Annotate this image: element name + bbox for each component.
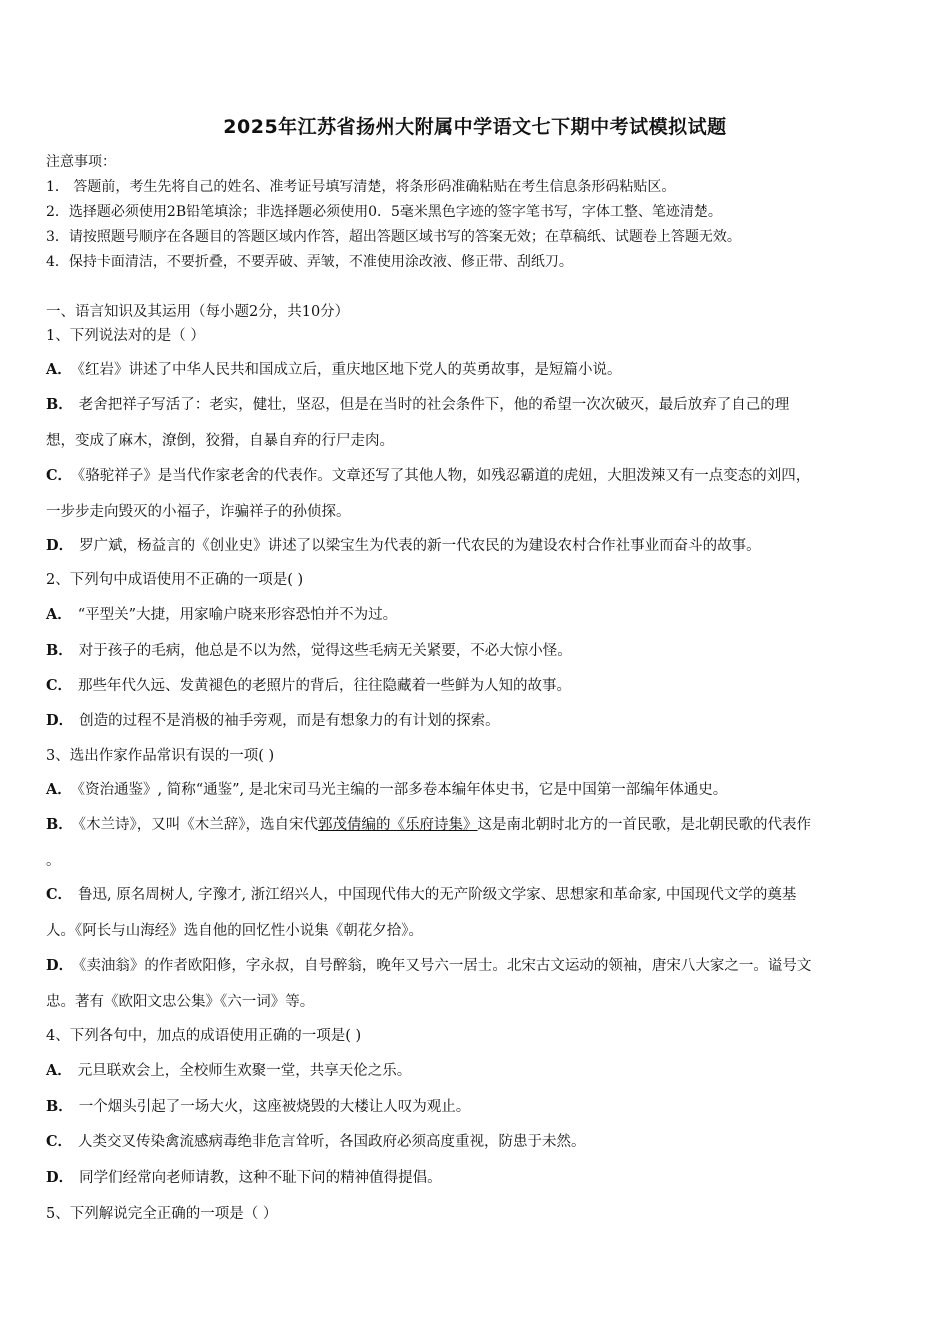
- option-c: [46, 1132, 586, 1152]
- option-letter: C．: [46, 1133, 73, 1150]
- option-text: 鲁迅, 原名周树人, 字豫才, 浙江绍兴人，中国现代伟大的无产阶级文学家、思想家和革命家, 中国现代文学的奠基: [78, 887, 797, 903]
- option-b: [46, 1097, 470, 1117]
- option-text: 人类交叉传染禽流感病毒绝非危言耸听，各国政府必须高度重视，防患于未然。: [78, 1134, 586, 1150]
- question-stem: 1、下列说法对的是（ ）: [46, 328, 205, 344]
- option-d: [46, 956, 811, 976]
- option-letter: B．: [46, 642, 73, 659]
- option-b: [46, 815, 811, 835]
- option-d: [46, 1168, 442, 1188]
- notice-item: 2．选择题必须使用2B铅笔填涂；非选择题必须使用0．5毫米黑色字迹的签字笔书写，字体工整、笔迹清楚。: [46, 204, 722, 220]
- option-a: [46, 780, 727, 800]
- question-stem: 2、下列句中成语使用不正确的一项是( ): [46, 572, 304, 588]
- option-letter: A．: [46, 781, 72, 798]
- option-letter: D．: [46, 712, 74, 729]
- option-text: “平型关”大捷，用家喻户晓来形容恐怕并不为过。: [77, 607, 398, 623]
- option-letter: A．: [46, 606, 72, 623]
- option-letter: C．: [46, 677, 73, 694]
- question-stem: 5、下列解说完全正确的一项是（ ）: [46, 1206, 278, 1222]
- option-text: 同学们经常向老师请教，这种不耻下问的精神值得提倡。: [79, 1170, 442, 1186]
- option-letter: C．: [46, 467, 73, 484]
- option-letter: C．: [46, 886, 73, 903]
- option-text: 《木兰诗》，又叫《木兰辞》，选自宋代: [78, 817, 319, 833]
- option-letter: D．: [46, 957, 74, 974]
- option-letter: B．: [46, 396, 73, 413]
- option-d: [46, 536, 761, 556]
- option-d-continued: 忠。著有《欧阳文忠公集》《六一词》等。: [46, 994, 315, 1010]
- option-a: [46, 1061, 411, 1081]
- notice-heading: 注意事项：: [46, 154, 116, 170]
- option-c-continued: 一步步走向毁灭的小福子，诈骗祥子的孙侦探。: [46, 504, 351, 520]
- option-c-continued: 人。《阿长与山海经》选自他的回忆性小说集《朝花夕拾》。: [46, 923, 423, 939]
- option-d: [46, 711, 500, 731]
- option-a: [46, 360, 622, 380]
- option-text: 那些年代久远、发黄褪色的老照片的背后，往往隐藏着一些鲜为人知的故事。: [78, 678, 572, 694]
- option-letter: D．: [46, 537, 74, 554]
- option-c: [46, 466, 810, 486]
- question-stem: 4、下列各句中，加点的成语使用正确的一项是( ): [46, 1028, 362, 1044]
- option-b-continued: 。: [46, 853, 61, 869]
- option-text: 罗广斌，杨益言的《创业史》讲述了以梁宝生为代表的新一代农民的为建设农村合作社事业而奋斗的故事。: [79, 538, 761, 554]
- notice-item: 4．保持卡面清洁，不要折叠，不要弄破、弄皱，不准使用涂改液、修正带、刮纸刀。: [46, 254, 573, 270]
- option-letter: D．: [46, 1169, 74, 1186]
- option-b: [46, 395, 789, 415]
- option-b-continued: 想，变成了麻木，潦倒，狡猾，自暴自弃的行尸走肉。: [46, 433, 394, 449]
- option-letter: A．: [46, 1062, 72, 1079]
- option-text: 一个烟头引起了一场大火，这座被烧毁的大楼让人叹为观止。: [78, 1099, 471, 1115]
- option-letter: A．: [46, 361, 72, 378]
- option-b: [46, 641, 572, 661]
- option-text: 元旦联欢会上，全校师生欢聚一堂，共享天伦之乐。: [77, 1063, 412, 1079]
- option-text: 老舍把祥子写活了：老实，健壮，坚忍，但是在当时的社会条件下，他的希望一次次破灭，最后放弃了自己的理: [78, 397, 790, 413]
- option-text: 《骆驼祥子》是当代作家老舍的代表作。文章还写了其他人物，如残忍霸道的虎妞，大胆泼辣又有一点变态的刘四，: [78, 468, 811, 484]
- section-heading: 一、语言知识及其运用（每小题2分，共10分）: [46, 304, 350, 320]
- option-text: 这是南北朝时北方的一首民歌，是北朝民歌的代表作: [477, 817, 812, 833]
- option-text: 《资治通鉴》, 简称“通鉴”, 是北宋司马光主编的一部多卷本编年体史书，它是中国第一部编年体通史。: [77, 782, 728, 798]
- option-text: 《红岩》讲述了中华人民共和国成立后，重庆地区地下党人的英勇故事，是短篇小说。: [77, 362, 622, 378]
- option-letter: B．: [46, 1098, 73, 1115]
- option-c: [46, 676, 571, 696]
- option-letter: B．: [46, 816, 73, 833]
- underlined-text: 郭茂倩编的《乐府诗集》: [318, 817, 478, 833]
- option-c: [46, 885, 796, 905]
- document-title: 2025年江苏省扬州大附属中学语文七下期中考试模拟试题: [223, 116, 727, 138]
- option-text: 对于孩子的毛病，他总是不以为然，觉得这些毛病无关紧要，不必大惊小怪。: [78, 643, 572, 659]
- notice-item: 1． 答题前，考生先将自己的姓名、准考证号填写清楚，将条形码准确粘贴在考生信息条形码粘贴区。: [46, 179, 676, 195]
- notice-item: 3．请按照题号顺序在各题目的答题区域内作答，超出答题区域书写的答案无效；在草稿纸、试题卷上答题无效。: [46, 229, 741, 245]
- option-text: 《卖油翁》的作者欧阳修，字永叔，自号醉翁，晚年又号六一居士。北宋古文运动的领袖，唐宋八大家之一。谥号文: [79, 958, 812, 974]
- option-text: 创造的过程不是消极的袖手旁观，而是有想象力的有计划的探索。: [79, 713, 500, 729]
- question-stem: 3、选出作家作品常识有误的一项( ): [46, 748, 275, 764]
- option-a: [46, 605, 397, 625]
